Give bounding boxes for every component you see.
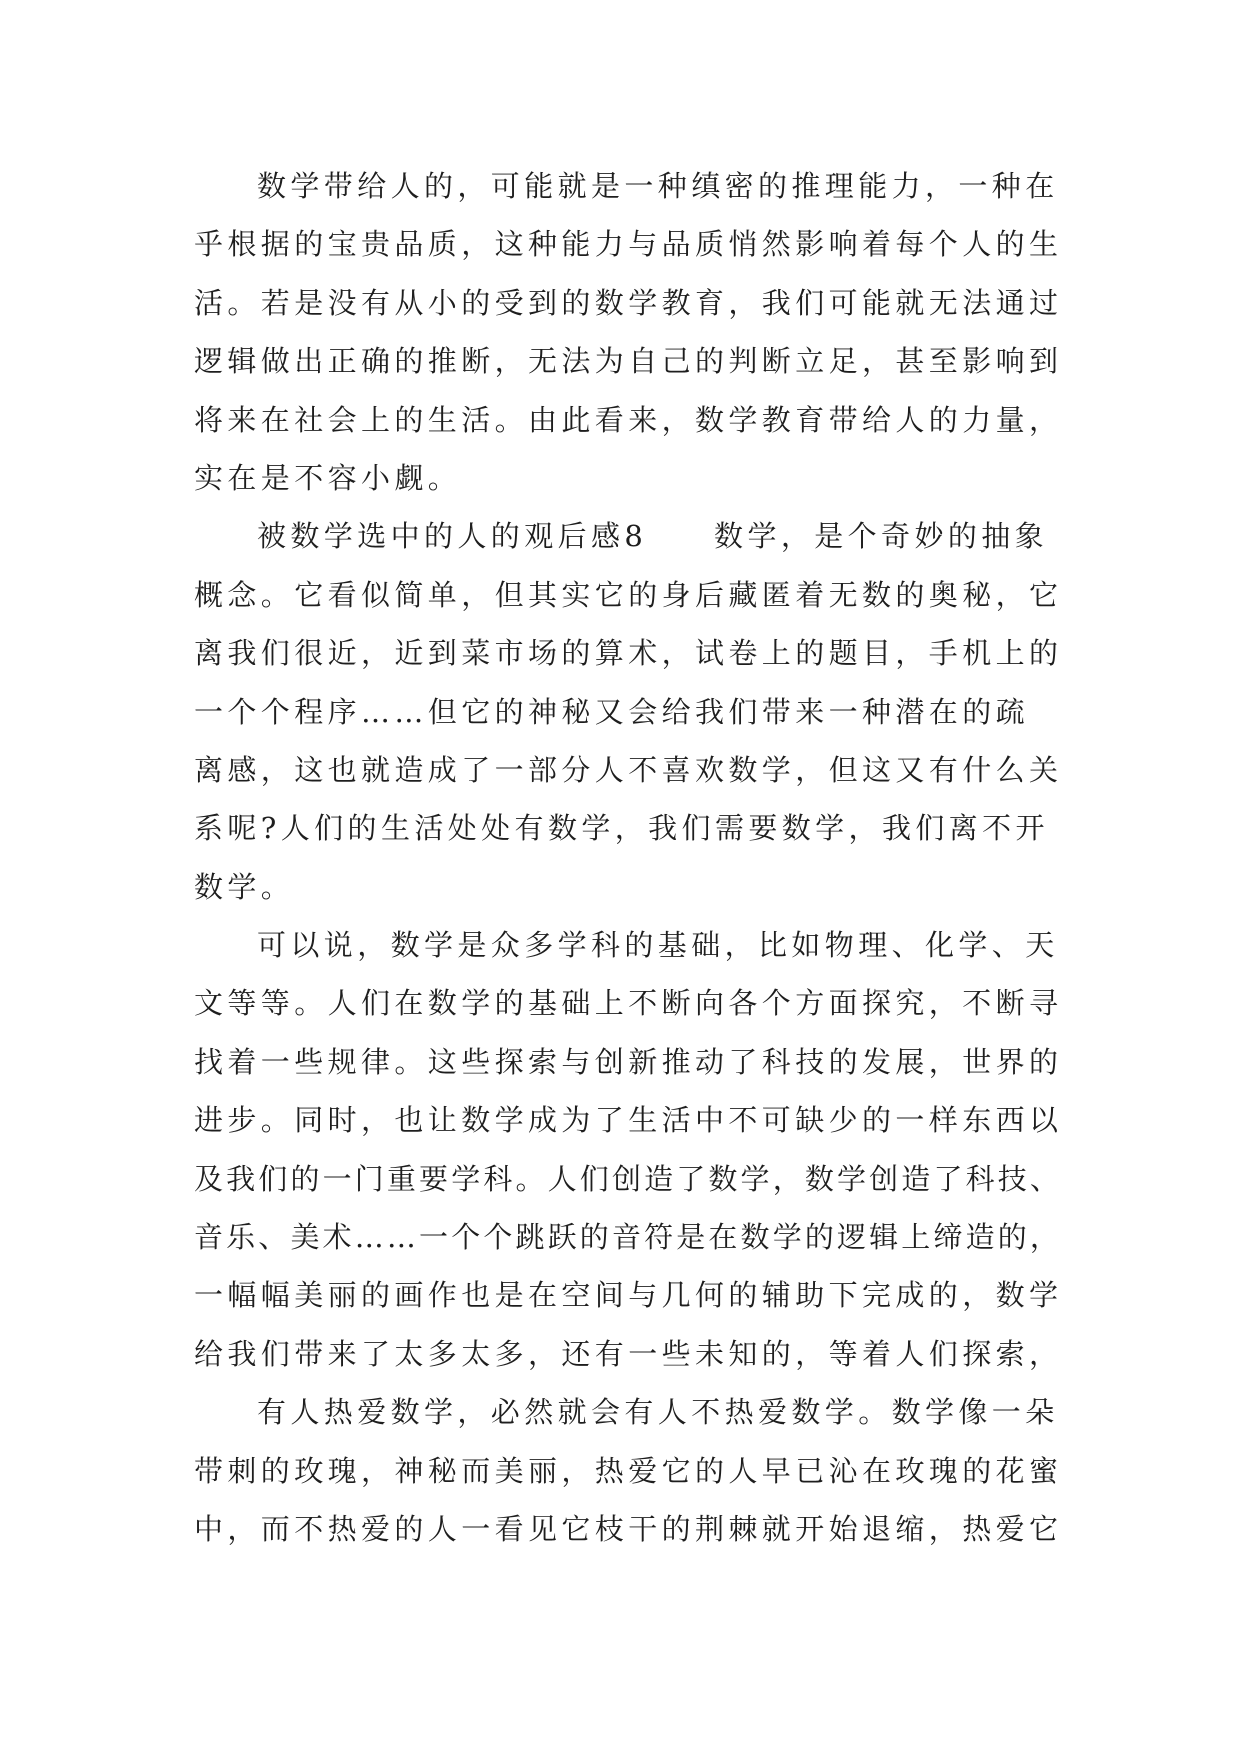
text-line: 及我们的一门重要学科。人们创造了数学，数学创造了科技、 [194, 1161, 1063, 1196]
text-line: 逻辑做出正确的推断，无法为自己的判断立足，甚至影响到 [194, 344, 1063, 379]
text-line: 有人热爱数学，必然就会有人不热爱数学。数学像一朵 [257, 1395, 1059, 1430]
text-line: 被数学选中的人的观后感8 数学，是个奇妙的抽象 [257, 519, 1049, 554]
text-line: 一个个程序……但它的神秘又会给我们带来一种潜在的疏 [194, 694, 1030, 729]
text-line: 找着一些规律。这些探索与创新推动了科技的发展，世界的 [194, 1044, 1063, 1079]
text-line: 将来在社会上的生活。由此看来，数学教育带给人的力量， [194, 402, 1063, 437]
text-line: 中，而不热爱的人一看见它枝干的荆棘就开始退缩，热爱它 [194, 1511, 1063, 1546]
text-line: 文等等。人们在数学的基础上不断向各个方面探究，不断寻 [194, 986, 1063, 1021]
text-line: 数学。 [194, 869, 295, 904]
text-line: 进步。同时，也让数学成为了生活中不可缺少的一样东西以 [194, 1103, 1063, 1138]
text-line: 一幅幅美丽的画作也是在空间与几何的辅助下完成的，数学 [194, 1278, 1063, 1313]
text-line: 可以说，数学是众多学科的基础，比如物理、化学、天 [257, 928, 1059, 963]
text-line: 活。若是没有从小的受到的数学教育，我们可能就无法通过 [194, 285, 1063, 320]
text-line: 离我们很近，近到菜市场的算术，试卷上的题目，手机上的 [194, 636, 1063, 671]
text-line: 乎根据的宝贵品质，这种能力与品质悄然影响着每个人的生 [194, 227, 1063, 262]
text-line: 数学带给人的，可能就是一种缜密的推理能力，一种在 [257, 169, 1059, 203]
text-line: 概念。它看似简单，但其实它的身后藏匿着无数的奥秘，它 [194, 577, 1063, 612]
text-line: 实在是不容小觑。 [194, 460, 462, 495]
text-line: 离感，这也就造成了一部分人不喜欢数学，但这又有什么关 [194, 752, 1063, 787]
text-line: 系呢?人们的生活处处有数学，我们需要数学，我们离不开 [194, 811, 1049, 846]
text-line: 音乐、美术……一个个跳跃的音符是在数学的逻辑上缔造的， [194, 1220, 1063, 1255]
document-body [194, 157, 1063, 1558]
text-line: 给我们带来了太多太多，还有一些未知的，等着人们探索， [194, 1336, 1063, 1371]
text-line: 带刺的玫瑰，神秘而美丽，热爱它的人早已沁在玫瑰的花蜜 [194, 1453, 1063, 1488]
